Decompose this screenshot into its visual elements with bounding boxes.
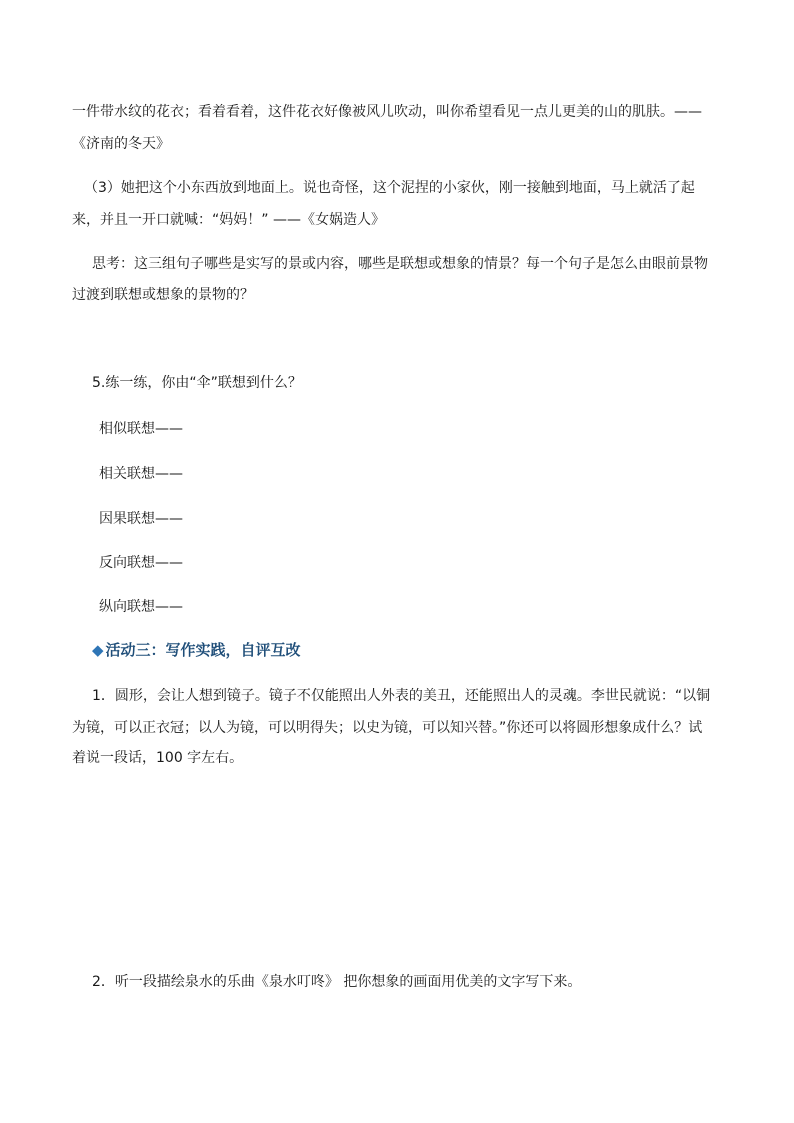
activity3-heading-text: 活动三：写作实践，自评互改 — [105, 641, 301, 659]
think-line2: 过渡到联想或想象的景物的？ — [72, 287, 254, 303]
practice-item-similar: 相似联想—— — [99, 421, 183, 437]
task1-line3: 着说一段话，100 字左右。 — [72, 750, 244, 766]
practice-item-vertical: 纵向联想—— — [99, 599, 183, 615]
task2-line1: 2．听一段描绘泉水的乐曲《泉水叮咚》 把你想象的画面用优美的文字写下来。 — [92, 974, 582, 990]
quote3-line1: （3）她把这个小东西放到地面上。说也奇怪，这个泥捏的小家伙，刚一接触到地面，马上就活了起 — [84, 180, 695, 196]
practice-title: 5.练一练，你由“伞”联想到什么？ — [92, 375, 302, 391]
practice-item-cause: 因果联想—— — [99, 511, 183, 527]
quote2-line2: 《济南的冬天》 — [72, 136, 170, 152]
practice-item-related: 相关联想—— — [99, 466, 183, 482]
think-line1: 思考：这三组句子哪些是实写的景或内容，哪些是联想或想象的情景？每一个句子是怎么由眼前景物 — [92, 256, 708, 272]
activity3-heading — [92, 640, 301, 660]
quote3-line2: 来，并且一开口就喊：“妈妈！” ——《女娲造人》 — [72, 212, 385, 228]
task1-line2: 为镜，可以正衣冠；以人为镜，可以明得失；以史为镜，可以知兴替。”你还可以将圆形想象成什么？试 — [72, 720, 703, 736]
quote2-line1: 一件带水纹的花衣；看着看着，这件花衣好像被风儿吹动，叫你希望看见一点儿更美的山的肌肤。—— — [72, 104, 702, 120]
task1-line1: 1．圆形，会让人想到镜子。镜子不仅能照出人外表的美丑，还能照出人的灵魂。李世民就说：“以铜 — [92, 688, 711, 704]
practice-item-reverse: 反向联想—— — [99, 555, 183, 571]
diamond-bullet-icon: ◆ — [92, 641, 104, 659]
